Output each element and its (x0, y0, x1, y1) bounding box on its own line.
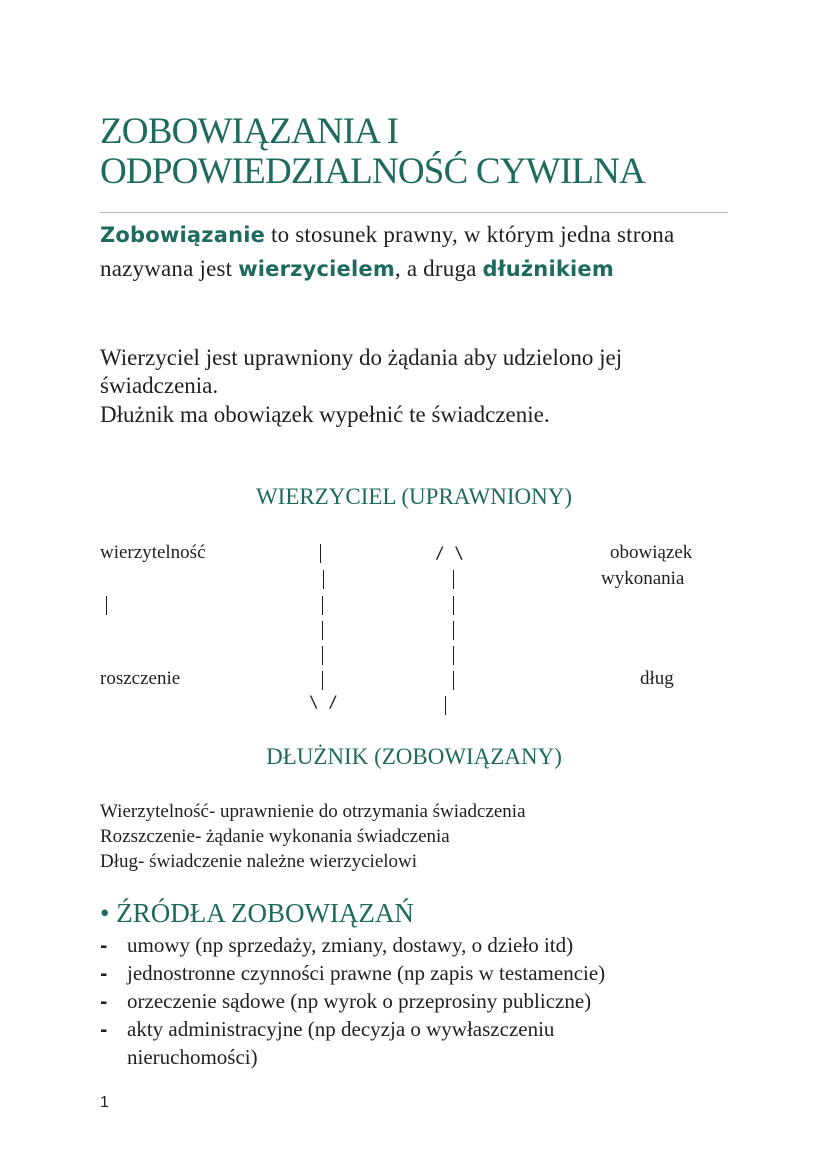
page-number: 1 (100, 1094, 109, 1111)
arrow-up-icon: / \ (435, 543, 464, 562)
label-wykonania: wykonania (601, 568, 685, 589)
dash-icon: - (100, 936, 108, 957)
up-line-segment (453, 621, 454, 640)
down-line-segment (322, 596, 323, 615)
definition-line-2: nazywana jest wierzycielem, a druga dłużnikiem (100, 256, 614, 281)
up-line-segment (453, 671, 454, 690)
page-title (100, 112, 645, 192)
glossary-item: Rozszczenie- żądanie wykonania świadczenia (100, 826, 450, 847)
label-dlug: dług (640, 668, 674, 689)
bullet-icon: • (100, 898, 110, 928)
arrow-down-icon: \ / (309, 692, 338, 711)
list-item-continuation: nieruchomości) (127, 1045, 258, 1069)
list-item: - umowy (np sprzedaży, zmiany, dostawy, o dzieło itd) (100, 933, 574, 957)
left-tick (106, 596, 107, 615)
dash-icon: - (100, 992, 108, 1013)
down-line-segment (320, 544, 321, 563)
list-item: - orzeczenie sądowe (np wyrok o przeprosiny publiczne) (100, 989, 592, 1013)
sources-heading: • ŹRÓDŁA ZOBOWIĄZAŃ (100, 898, 414, 928)
down-line-segment (322, 646, 323, 665)
down-line-segment (323, 570, 324, 589)
up-line-segment (453, 570, 454, 589)
diagram-debtor-label: DŁUŻNIK (ZOBOWIĄZANY) (266, 744, 562, 769)
glossary-item: Dług- świadczenie należne wierzycielowi (100, 851, 418, 872)
dash-icon: - (100, 1020, 108, 1041)
up-line-segment (453, 596, 454, 615)
up-line-segment (453, 646, 454, 665)
paragraph-line-1: Wierzyciel jest uprawniony do żądania aby udzielono jej (100, 345, 623, 370)
label-wierzytelnosc: wierzytelność (100, 542, 206, 563)
term-wierzyciel: wierzycielem (238, 257, 395, 281)
label-roszczenie: roszczenie (100, 668, 181, 689)
term-dluznik: dłużnikiem (482, 257, 614, 281)
paragraph-line-3: Dłużnik ma obowiązek wypełnić te świadczenie. (100, 402, 550, 427)
title-divider (100, 212, 728, 213)
up-line-segment (445, 696, 446, 715)
glossary-item: Wierzytelność- uprawnienie do otrzymania świadczenia (100, 801, 526, 822)
term-zobowiazanie: Zobowiązanie (100, 223, 266, 247)
dash-icon: - (100, 964, 108, 985)
title-line-1: ZOBOWIĄZANIA I (100, 111, 399, 152)
diagram-creditor-label: WIERZYCIEL (UPRAWNIONY) (255, 484, 573, 509)
paragraph-line-2: świadczenia. (100, 373, 219, 398)
list-item: - jednostronne czynności prawne (np zapis w testamencie) (100, 961, 606, 985)
down-line-segment (322, 621, 323, 640)
down-line-segment (322, 671, 323, 690)
title-line-2: ODPOWIEDZIALNOŚĆ CYWILNA (100, 151, 645, 192)
label-obowiazek: obowiązek (610, 542, 693, 563)
definition-line-1: Zobowiązanie to stosunek prawny, w którym jedna strona (100, 222, 675, 247)
list-item: - akty administracyjne (np decyzja o wywłaszczeniu (100, 1017, 555, 1041)
